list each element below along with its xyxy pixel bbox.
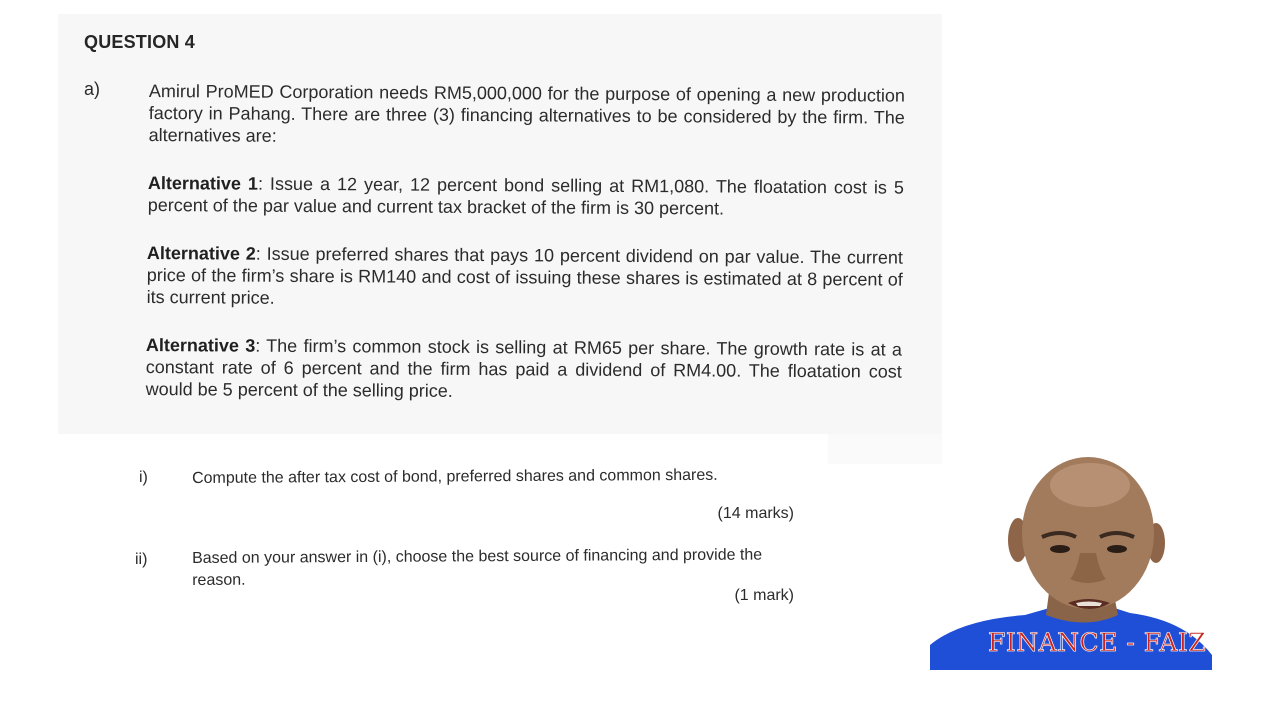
subquestion-i-marks: (14 marks) (717, 505, 794, 522)
question-intro: Amirul ProMED Corporation needs RM5,000,000 for the purpose of opening a new production factory in Pahang. There are three (3) financing alternatives to be considered by the firm. The alternatives are: (148, 80, 905, 146)
left-eye (1050, 545, 1070, 553)
alternative-2-label: Alternative 2 (146, 242, 256, 264)
scanned-page-edge (828, 434, 942, 464)
question-title: QUESTION 4 (84, 32, 196, 52)
alternative-3 (146, 334, 902, 405)
subquestion-ii-label: ii) (135, 551, 148, 568)
alternative-3-label: Alternative 3 (145, 334, 256, 356)
part-a-label: a) (84, 79, 101, 99)
subquestion-i-label: i) (139, 469, 148, 486)
alternative-1 (148, 172, 904, 221)
channel-watermark: FINANCE - FAIZ (988, 628, 1207, 657)
alternative-1-label: Alternative 1 (147, 172, 259, 194)
alternative-1-text: : Issue a 12 year, 12 percent bond selling at RM1,080. The floatation cost is 5 percent of the par value and current tax bracket of the firm is 30 percent. (147, 173, 904, 219)
right-eye (1107, 545, 1127, 553)
scalp-highlight (1050, 463, 1130, 507)
subquestion-ii-marks: (1 mark) (734, 587, 794, 604)
alternative-2 (147, 242, 903, 313)
subquestion-ii-text: Based on your answer in (i), choose the best source of financing and provide the reason. (192, 546, 763, 589)
alternative-3-text: : The firm’s common stock is selling at RM65 per share. The growth rate is at a constant rate of 6 percent and the firm has paid a dividend of RM4.00. The floatation cost would be 5 percent of the selling price. (145, 335, 902, 401)
subquestion-i-text: Compute the after tax cost of bond, preferred shares and common shares. (192, 466, 718, 487)
alternative-2-text: : Issue preferred shares that pays 10 percent dividend on par value. The current price of the firm’s share is RM140 and cost of issuing these shares is estimated at 8 percent of its current price. (146, 243, 903, 308)
